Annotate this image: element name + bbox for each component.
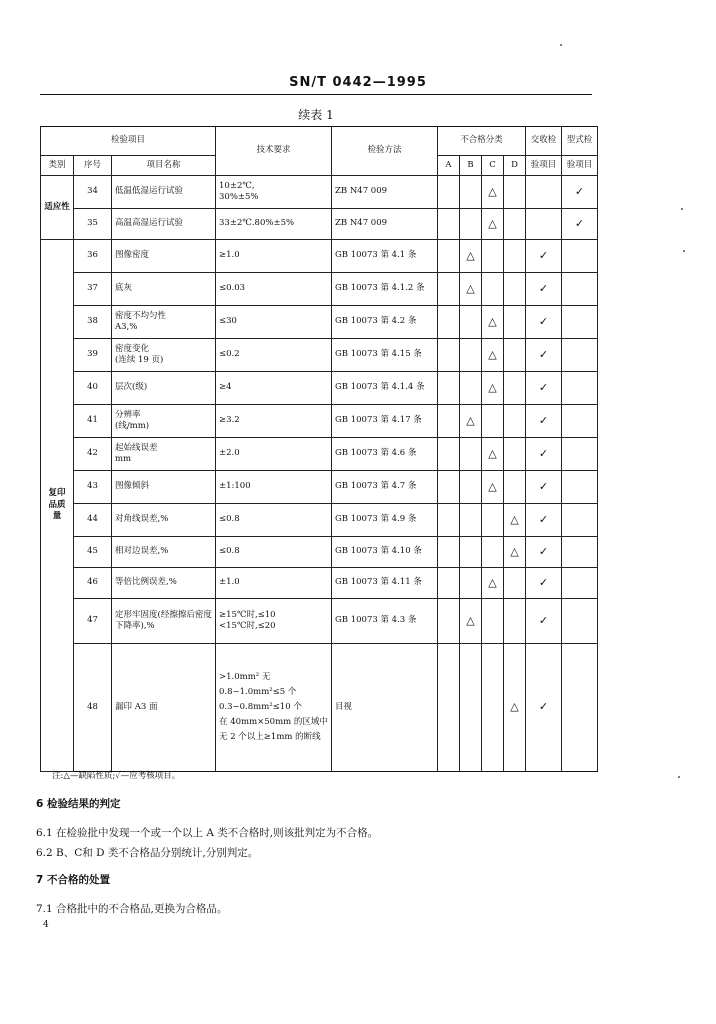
- row-no: 36: [74, 240, 112, 273]
- row-item-name: 层次(级): [112, 372, 216, 405]
- row-grade-a: [438, 240, 460, 273]
- header-grade-d: D: [504, 156, 526, 176]
- row-type-test: [562, 339, 598, 372]
- header-type-test-a: 型式检: [562, 127, 598, 156]
- row-grade-d: [504, 372, 526, 405]
- header-acceptance-a: 交收检: [526, 127, 562, 156]
- row-no: 38: [74, 306, 112, 339]
- header-test-method: 检验方法: [332, 127, 438, 176]
- row-grade-c: [482, 599, 504, 644]
- table-row: [41, 644, 598, 772]
- header-category: 类别: [41, 156, 74, 176]
- scan-speck: [678, 776, 680, 778]
- row-grade-c: △: [482, 339, 504, 372]
- row-type-test: [562, 306, 598, 339]
- row-tech-requirement: ±1:100: [216, 471, 332, 504]
- table-row: [41, 372, 598, 405]
- row-grade-d: [504, 568, 526, 599]
- row-grade-b: △: [460, 405, 482, 438]
- row-type-test: [562, 568, 598, 599]
- row-grade-c: △: [482, 306, 504, 339]
- row-grade-a: [438, 306, 460, 339]
- section-6-heading: 6 检验结果的判定: [36, 798, 121, 810]
- row-grade-c: [482, 537, 504, 568]
- row-grade-b: [460, 176, 482, 209]
- header-type-test-b: 验项目: [562, 156, 598, 176]
- row-test-method: ZB N47 009: [332, 176, 438, 209]
- row-acceptance: ✓: [526, 372, 562, 405]
- row-type-test: [562, 471, 598, 504]
- row-grade-b: [460, 504, 482, 537]
- row-grade-d: [504, 306, 526, 339]
- row-item-name: 起始线误差 mm: [112, 438, 216, 471]
- row-test-method: GB 10073 第 4.3 条: [332, 599, 438, 644]
- row-grade-a: [438, 537, 460, 568]
- row-grade-c: [482, 644, 504, 772]
- table-note: 注:△—缺陷性质;✓—应考核项目。: [52, 771, 181, 781]
- row-no: 48: [74, 644, 112, 772]
- header-grade-a: A: [438, 156, 460, 176]
- row-grade-a: [438, 438, 460, 471]
- row-test-method: GB 10073 第 4.1.4 条: [332, 372, 438, 405]
- header-item-name: 项目名称: [112, 156, 216, 176]
- row-type-test: ✓: [562, 176, 598, 209]
- row-type-test: [562, 504, 598, 537]
- row-test-method: GB 10073 第 4.10 条: [332, 537, 438, 568]
- row-tech-requirement: ±2.0: [216, 438, 332, 471]
- row-item-name: 密度变化 (连续 19 页): [112, 339, 216, 372]
- section-7-heading: 7 不合格的处置: [36, 874, 110, 886]
- row-grade-d: △: [504, 537, 526, 568]
- table-row: [41, 209, 598, 240]
- row-grade-a: [438, 568, 460, 599]
- table-row: [41, 306, 598, 339]
- row-grade-d: △: [504, 644, 526, 772]
- row-grade-c: △: [482, 209, 504, 240]
- row-item-name: 定形牢固度(经擦擦后密度下降率),%: [112, 599, 216, 644]
- row-tech-requirement: ≤0.8: [216, 537, 332, 568]
- scan-speck: [681, 208, 683, 210]
- row-grade-c: △: [482, 176, 504, 209]
- row-grade-b: [460, 372, 482, 405]
- row-acceptance: ✓: [526, 306, 562, 339]
- table-row: [41, 537, 598, 568]
- row-grade-b: [460, 471, 482, 504]
- row-no: 35: [74, 209, 112, 240]
- header-nonconformity: 不合格分类: [438, 127, 526, 156]
- row-grade-b: [460, 644, 482, 772]
- row-item-name: 底灰: [112, 273, 216, 306]
- row-grade-a: [438, 339, 460, 372]
- clause-6-2: 6.2 B、C和 D 类不合格品分别统计,分别判定。: [36, 847, 259, 859]
- row-acceptance: ✓: [526, 568, 562, 599]
- row-grade-c: △: [482, 438, 504, 471]
- row-test-method: GB 10073 第 4.1 条: [332, 240, 438, 273]
- row-grade-b: [460, 209, 482, 240]
- row-type-test: [562, 438, 598, 471]
- row-test-method: GB 10073 第 4.6 条: [332, 438, 438, 471]
- table-row: [41, 504, 598, 537]
- row-tech-requirement: ≤0.03: [216, 273, 332, 306]
- row-test-method: ZB N47 009: [332, 209, 438, 240]
- row-item-name: 分辨率 (线/mm): [112, 405, 216, 438]
- row-acceptance: ✓: [526, 644, 562, 772]
- row-item-name: 图像密度: [112, 240, 216, 273]
- row-grade-b: [460, 339, 482, 372]
- row-test-method: GB 10073 第 4.1.2 条: [332, 273, 438, 306]
- row-no: 39: [74, 339, 112, 372]
- row-acceptance: ✓: [526, 273, 562, 306]
- row-test-method: GB 10073 第 4.2 条: [332, 306, 438, 339]
- clause-6-1: 6.1 在检验批中发现一个或一个以上 A 类不合格时,则该批判定为不合格。: [36, 827, 379, 839]
- row-item-name: 图像倾斜: [112, 471, 216, 504]
- row-grade-c: [482, 273, 504, 306]
- row-item-name: 高温高湿运行试验: [112, 209, 216, 240]
- row-type-test: [562, 537, 598, 568]
- row-grade-c: △: [482, 471, 504, 504]
- row-no: 44: [74, 504, 112, 537]
- row-no: 34: [74, 176, 112, 209]
- row-no: 46: [74, 568, 112, 599]
- row-no: 41: [74, 405, 112, 438]
- row-no: 45: [74, 537, 112, 568]
- header-tech-requirements: 技术要求: [216, 127, 332, 176]
- row-tech-requirement: 33±2℃.80%±5%: [216, 209, 332, 240]
- row-type-test: [562, 599, 598, 644]
- row-tech-requirement: ≥4: [216, 372, 332, 405]
- row-tech-requirement: 10±2℃, 30%±5%: [216, 176, 332, 209]
- page-number: 4: [43, 920, 49, 930]
- row-no: 37: [74, 273, 112, 306]
- row-grade-c: [482, 405, 504, 438]
- row-acceptance: ✓: [526, 504, 562, 537]
- header-rule: [40, 94, 592, 95]
- row-grade-a: [438, 176, 460, 209]
- row-tech-requirement: ≥3.2: [216, 405, 332, 438]
- row-grade-c: [482, 504, 504, 537]
- row-grade-a: [438, 644, 460, 772]
- row-acceptance: ✓: [526, 599, 562, 644]
- row-acceptance: ✓: [526, 471, 562, 504]
- row-no: 42: [74, 438, 112, 471]
- table-row: [41, 471, 598, 504]
- row-test-method: 目视: [332, 644, 438, 772]
- row-grade-a: [438, 504, 460, 537]
- row-test-method: GB 10073 第 4.9 条: [332, 504, 438, 537]
- row-tech-requirement: >1.0mm² 无 0.8~1.0mm²≤5 个 0.3~0.8mm²≤10 个 在 40mm×50mm 的区域中无 2 个以上≥1mm 的断线: [216, 644, 332, 772]
- category-copy-quality: 复印品质量: [41, 240, 74, 772]
- row-grade-c: [482, 240, 504, 273]
- row-grade-d: [504, 405, 526, 438]
- row-grade-d: [504, 176, 526, 209]
- row-item-name: 低温低湿运行试验: [112, 176, 216, 209]
- row-grade-d: △: [504, 504, 526, 537]
- row-tech-requirement: ≥15℃时,≤10 <15℃时,≤20: [216, 599, 332, 644]
- row-item-name: 相对边误差,%: [112, 537, 216, 568]
- row-grade-c: △: [482, 372, 504, 405]
- scan-speck: [560, 44, 562, 46]
- row-acceptance: ✓: [526, 438, 562, 471]
- row-test-method: GB 10073 第 4.17 条: [332, 405, 438, 438]
- row-type-test: [562, 644, 598, 772]
- table-row: [41, 568, 598, 599]
- row-grade-a: [438, 273, 460, 306]
- table-row: [41, 599, 598, 644]
- row-item-name: 漏印 A3 面: [112, 644, 216, 772]
- row-grade-a: [438, 372, 460, 405]
- table-caption: 续表 1: [298, 108, 334, 122]
- row-grade-b: △: [460, 273, 482, 306]
- row-grade-a: [438, 405, 460, 438]
- row-tech-requirement: ≥1.0: [216, 240, 332, 273]
- row-grade-c: △: [482, 568, 504, 599]
- row-tech-requirement: ≤30: [216, 306, 332, 339]
- row-test-method: GB 10073 第 4.11 条: [332, 568, 438, 599]
- row-type-test: ✓: [562, 209, 598, 240]
- row-type-test: [562, 240, 598, 273]
- row-grade-d: [504, 240, 526, 273]
- header-seq: 序号: [74, 156, 112, 176]
- header-group-inspection-items: 检验项目: [41, 127, 216, 156]
- row-type-test: [562, 405, 598, 438]
- row-item-name: 密度不均匀性 A3,%: [112, 306, 216, 339]
- row-type-test: [562, 273, 598, 306]
- row-acceptance: ✓: [526, 339, 562, 372]
- table-row: [41, 176, 598, 209]
- row-grade-d: [504, 471, 526, 504]
- row-item-name: 对角线误差,%: [112, 504, 216, 537]
- row-acceptance: ✓: [526, 537, 562, 568]
- row-acceptance: [526, 209, 562, 240]
- row-grade-a: [438, 209, 460, 240]
- row-grade-b: △: [460, 240, 482, 273]
- category-adaptability: 适应性: [41, 176, 74, 240]
- row-test-method: GB 10073 第 4.15 条: [332, 339, 438, 372]
- row-grade-b: [460, 568, 482, 599]
- row-grade-a: [438, 599, 460, 644]
- row-grade-d: [504, 599, 526, 644]
- row-grade-d: [504, 273, 526, 306]
- row-acceptance: ✓: [526, 405, 562, 438]
- table-row: [41, 240, 598, 273]
- row-no: 40: [74, 372, 112, 405]
- row-acceptance: [526, 176, 562, 209]
- row-grade-d: [504, 438, 526, 471]
- row-grade-d: [504, 209, 526, 240]
- row-test-method: GB 10073 第 4.7 条: [332, 471, 438, 504]
- clause-7-1: 7.1 合格批中的不合格品,更换为合格品。: [36, 903, 228, 915]
- row-grade-b: [460, 438, 482, 471]
- header-grade-c: C: [482, 156, 504, 176]
- row-no: 43: [74, 471, 112, 504]
- row-grade-b: [460, 306, 482, 339]
- table-row: [41, 339, 598, 372]
- scan-speck: [683, 250, 685, 252]
- row-grade-a: [438, 471, 460, 504]
- row-acceptance: ✓: [526, 240, 562, 273]
- standard-number-header: SN/T 0442—1995: [289, 75, 427, 90]
- row-tech-requirement: ≤0.2: [216, 339, 332, 372]
- table-row: [41, 273, 598, 306]
- table-row: [41, 438, 598, 471]
- row-no: 47: [74, 599, 112, 644]
- header-acceptance-b: 验项目: [526, 156, 562, 176]
- header-grade-b: B: [460, 156, 482, 176]
- row-tech-requirement: ≤0.8: [216, 504, 332, 537]
- row-tech-requirement: ±1.0: [216, 568, 332, 599]
- inspection-items-table: [40, 126, 598, 772]
- table-row: [41, 405, 598, 438]
- row-grade-b: △: [460, 599, 482, 644]
- row-type-test: [562, 372, 598, 405]
- row-item-name: 等倍比例误差,%: [112, 568, 216, 599]
- row-grade-b: [460, 537, 482, 568]
- row-grade-d: [504, 339, 526, 372]
